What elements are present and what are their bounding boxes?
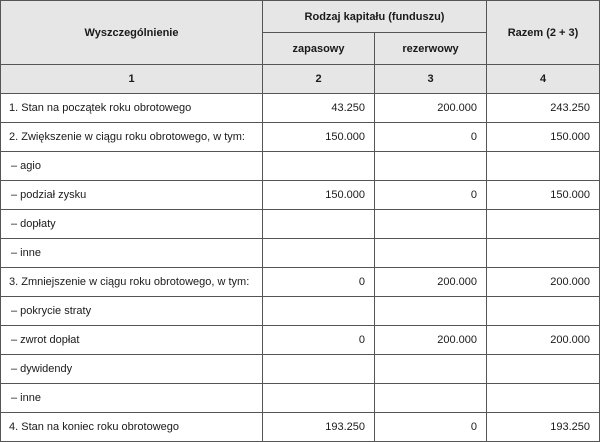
table-row xyxy=(1,181,600,210)
table-header xyxy=(1,1,600,94)
cell-revaluation: 200.000 xyxy=(375,268,487,297)
row-label: 2. Zwiększenie w ciągu roku obrotowego, w tym: xyxy=(1,123,263,152)
cell-total xyxy=(487,384,600,413)
table-row xyxy=(1,94,600,123)
cell-reserve: 0 xyxy=(263,268,375,297)
table-row xyxy=(1,152,600,181)
column-number-3: 3 xyxy=(375,65,487,94)
cell-revaluation: 200.000 xyxy=(375,94,487,123)
header-numbers-row xyxy=(1,65,600,94)
cell-revaluation: 200.000 xyxy=(375,326,487,355)
cell-reserve xyxy=(263,239,375,268)
cell-revaluation: 0 xyxy=(375,181,487,210)
cell-revaluation xyxy=(375,239,487,268)
cell-reserve xyxy=(263,152,375,181)
column-number-2: 2 xyxy=(263,65,375,94)
row-label: 4. Stan na koniec roku obrotowego xyxy=(1,413,263,442)
cell-reserve xyxy=(263,384,375,413)
header-row-1 xyxy=(1,1,600,33)
cell-reserve: 193.250 xyxy=(263,413,375,442)
cell-total xyxy=(487,239,600,268)
header-description: Wyszczególnienie xyxy=(1,1,263,65)
cell-revaluation: 0 xyxy=(375,413,487,442)
cell-reserve xyxy=(263,297,375,326)
cell-total: 243.250 xyxy=(487,94,600,123)
row-label: – pokrycie straty xyxy=(1,297,263,326)
header-total: Razem (2 + 3) xyxy=(487,1,600,65)
table-row xyxy=(1,384,600,413)
cell-revaluation xyxy=(375,210,487,239)
row-label: – inne xyxy=(1,239,263,268)
cell-reserve xyxy=(263,355,375,384)
table-row xyxy=(1,413,600,442)
cell-total: 200.000 xyxy=(487,268,600,297)
cell-reserve: 0 xyxy=(263,326,375,355)
header-reserve-capital: zapasowy xyxy=(263,33,375,65)
header-capital-type: Rodzaj kapitału (funduszu) xyxy=(263,1,487,33)
table-row xyxy=(1,123,600,152)
row-label: – dopłaty xyxy=(1,210,263,239)
table-row xyxy=(1,355,600,384)
table-row xyxy=(1,239,600,268)
row-label: – zwrot dopłat xyxy=(1,326,263,355)
cell-total: 200.000 xyxy=(487,326,600,355)
table-row xyxy=(1,210,600,239)
cell-reserve: 43.250 xyxy=(263,94,375,123)
column-number-1: 1 xyxy=(1,65,263,94)
table-row xyxy=(1,297,600,326)
cell-total xyxy=(487,297,600,326)
header-revaluation-capital: rezerwowy xyxy=(375,33,487,65)
cell-revaluation: 0 xyxy=(375,123,487,152)
table-body xyxy=(1,94,600,442)
row-label: – agio xyxy=(1,152,263,181)
cell-total: 150.000 xyxy=(487,181,600,210)
row-label: 3. Zmniejszenie w ciągu roku obrotowego, w tym: xyxy=(1,268,263,297)
cell-reserve: 150.000 xyxy=(263,123,375,152)
cell-reserve: 150.000 xyxy=(263,181,375,210)
cell-total xyxy=(487,210,600,239)
cell-total: 193.250 xyxy=(487,413,600,442)
row-label: 1. Stan na początek roku obrotowego xyxy=(1,94,263,123)
cell-total xyxy=(487,152,600,181)
cell-revaluation xyxy=(375,297,487,326)
column-number-4: 4 xyxy=(487,65,600,94)
cell-revaluation xyxy=(375,355,487,384)
cell-total: 150.000 xyxy=(487,123,600,152)
row-label: – dywidendy xyxy=(1,355,263,384)
table-row xyxy=(1,268,600,297)
table-row xyxy=(1,326,600,355)
row-label: – inne xyxy=(1,384,263,413)
cell-reserve xyxy=(263,210,375,239)
row-label: – podział zysku xyxy=(1,181,263,210)
cell-revaluation xyxy=(375,384,487,413)
cell-total xyxy=(487,355,600,384)
cell-revaluation xyxy=(375,152,487,181)
